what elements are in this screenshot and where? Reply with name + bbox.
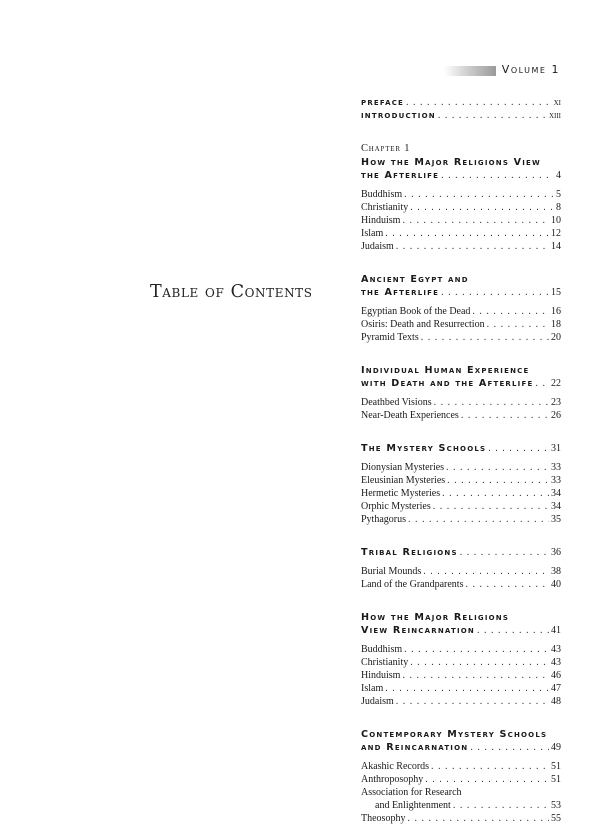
- entry-title: Buddhism: [361, 644, 403, 655]
- entry-page: 49: [551, 742, 561, 753]
- entry-page: 4: [556, 170, 561, 181]
- section-title-line: How the Major Religions: [361, 612, 510, 623]
- entry-title: Judaism: [361, 241, 394, 252]
- entry-title: preface: [361, 97, 405, 108]
- entry-page: 8: [556, 202, 561, 213]
- entry-title: Islam: [361, 683, 384, 694]
- toc-entry[interactable]: [361, 487, 561, 500]
- dot-leader: [396, 695, 549, 708]
- entry-page: xiii: [548, 110, 561, 121]
- entry-title: Hinduism: [361, 670, 401, 681]
- toc-entry[interactable]: [361, 396, 561, 409]
- dot-leader: [433, 500, 549, 513]
- chapter-title-line: How the Major Religions View: [361, 157, 541, 168]
- entry-page: 12: [551, 228, 561, 239]
- entry-title: View Reincarnation: [361, 625, 475, 636]
- toc-entry-preface[interactable]: [361, 96, 561, 109]
- section-title-line: Contemporary Mystery Schools: [361, 729, 548, 740]
- dot-leader: [385, 682, 549, 695]
- toc-entry[interactable]: [361, 578, 561, 591]
- entry-title: Christianity: [361, 657, 409, 668]
- dot-leader: [385, 227, 549, 240]
- dot-leader: [402, 669, 549, 682]
- entry-page: 15: [551, 287, 561, 298]
- entry-title: Burial Mounds: [361, 566, 422, 577]
- dot-leader: [406, 96, 552, 109]
- dot-leader: [431, 760, 549, 773]
- toc-entry[interactable]: [361, 305, 561, 318]
- entry-page: 43: [551, 644, 561, 655]
- entry-title: the Afterlife: [361, 170, 440, 181]
- entry-title: Egyptian Book of the Dead: [361, 306, 471, 317]
- entry-title: Pyramid Texts: [361, 332, 419, 343]
- toc-entry[interactable]: [361, 812, 561, 825]
- dot-leader: [488, 442, 549, 455]
- dot-leader: [438, 109, 547, 122]
- dot-leader: [472, 305, 549, 318]
- entry-title: Christianity: [361, 202, 409, 213]
- toc-entry[interactable]: [361, 240, 561, 253]
- toc-entry[interactable]: [361, 669, 561, 682]
- entry-title: Pythagorus: [361, 514, 406, 525]
- entry-title: Anthroposophy: [361, 774, 424, 785]
- entry-page: 51: [551, 761, 561, 772]
- entry-page: 20: [551, 332, 561, 343]
- dot-leader: [446, 461, 549, 474]
- entry-page: 14: [551, 241, 561, 252]
- entry-title: Eleusinian Mysteries: [361, 475, 446, 486]
- entry-title: Land of the Grandparents: [361, 579, 464, 590]
- toc-entry-introduction[interactable]: [361, 109, 561, 122]
- entry-title: Tribal Religions: [361, 547, 458, 558]
- entry-title: Judaism: [361, 696, 394, 707]
- entry-title: Buddhism: [361, 189, 403, 200]
- entry-page: 22: [551, 378, 561, 389]
- entry-page: 18: [551, 319, 561, 330]
- toc-section-human-experience[interactable]: [361, 377, 561, 390]
- entry-title: Hinduism: [361, 215, 401, 226]
- toc-section-contemporary-mystery[interactable]: [361, 741, 561, 754]
- entry-page: 35: [551, 514, 561, 525]
- toc-entry[interactable]: [361, 318, 561, 331]
- dot-leader: [465, 578, 549, 591]
- entry-page: 34: [551, 488, 561, 499]
- toc-entry[interactable]: [361, 201, 561, 214]
- toc-entry[interactable]: [361, 682, 561, 695]
- dot-leader: [441, 286, 549, 299]
- entry-title: the Afterlife: [361, 287, 440, 298]
- dot-leader: [425, 773, 549, 786]
- dot-leader: [402, 214, 549, 227]
- entry-page: 10: [551, 215, 561, 226]
- dot-leader: [407, 812, 549, 825]
- toc-entry[interactable]: [361, 513, 561, 526]
- entry-page: 26: [551, 410, 561, 421]
- toc-entry[interactable]: [361, 474, 561, 487]
- toc-entry[interactable]: [361, 227, 561, 240]
- entry-page: 31: [551, 443, 561, 454]
- dot-leader: [470, 741, 549, 754]
- entry-page: 48: [551, 696, 561, 707]
- entry-page: 53: [551, 800, 561, 811]
- toc-entry[interactable]: [361, 760, 561, 773]
- dot-leader: [447, 474, 549, 487]
- dot-leader: [421, 331, 549, 344]
- dot-leader: [442, 487, 549, 500]
- dot-leader: [404, 188, 554, 201]
- entry-page: 41: [551, 625, 561, 636]
- entry-page: 40: [551, 579, 561, 590]
- toc-entry[interactable]: [361, 409, 561, 422]
- entry-title: with Death and the Afterlife: [361, 378, 534, 389]
- toc-section-tribal-religions[interactable]: [361, 546, 561, 559]
- dot-leader: [396, 240, 549, 253]
- dot-leader: [461, 409, 549, 422]
- entry-page: 55: [551, 813, 561, 824]
- entry-page: 36: [551, 547, 561, 558]
- toc-section-reincarnation[interactable]: [361, 624, 561, 637]
- entry-title: Theosophy: [361, 813, 406, 824]
- entry-page: 43: [551, 657, 561, 668]
- toc-entry[interactable]: [361, 461, 561, 474]
- section-title-line: Individual Human Experience: [361, 365, 530, 376]
- entry-title: Deathbed Visions: [361, 397, 432, 408]
- toc-entry[interactable]: [361, 799, 561, 812]
- toc-entry[interactable]: [361, 773, 561, 786]
- entry-title: Osiris: Death and Resurrection: [361, 319, 485, 330]
- toc-entry-chapter-1[interactable]: [361, 169, 561, 182]
- entry-page: 5: [556, 189, 561, 200]
- dot-leader: [477, 624, 549, 637]
- entry-page: 51: [551, 774, 561, 785]
- toc-section-mystery-schools[interactable]: [361, 442, 561, 455]
- volume-header-band: [444, 66, 496, 76]
- entry-page: 34: [551, 501, 561, 512]
- dot-leader: [535, 377, 549, 390]
- toc-entry[interactable]: [361, 695, 561, 708]
- dot-leader: [487, 318, 549, 331]
- entry-page: 46: [551, 670, 561, 681]
- toc-section-ancient-egypt[interactable]: [361, 286, 561, 299]
- entry-title: The Mystery Schools: [361, 443, 487, 454]
- toc-entry[interactable]: [361, 656, 561, 669]
- entry-title: Akashic Records: [361, 761, 430, 772]
- toc-entry[interactable]: [361, 500, 561, 513]
- dot-leader: [410, 201, 554, 214]
- entry-title: introduction: [361, 110, 436, 121]
- toc-entry[interactable]: [361, 331, 561, 344]
- entry-page: 23: [551, 397, 561, 408]
- entry-title: and Enlightenment: [375, 800, 451, 811]
- entry-page: 38: [551, 566, 561, 577]
- entry-page: 33: [551, 475, 561, 486]
- dot-leader: [460, 546, 549, 559]
- toc-entry[interactable]: [361, 643, 561, 656]
- entry-title: Dionysian Mysteries: [361, 462, 445, 473]
- entry-page: 16: [551, 306, 561, 317]
- dot-leader: [404, 643, 549, 656]
- entry-title: and Reincarnation: [361, 742, 469, 753]
- entry-title: Hermetic Mysteries: [361, 488, 441, 499]
- entry-page: 47: [551, 683, 561, 694]
- dot-leader: [453, 799, 549, 812]
- entry-page: xi: [553, 97, 561, 108]
- section-title-line: Ancient Egypt and: [361, 274, 469, 285]
- entry-title: Islam: [361, 228, 384, 239]
- page-title: Table of Contents: [150, 282, 313, 302]
- dot-leader: [441, 169, 554, 182]
- toc-entry[interactable]: [361, 214, 561, 227]
- toc-entry[interactable]: [361, 188, 561, 201]
- chapter-number: Chapter 1: [361, 143, 411, 154]
- entry-page: 33: [551, 462, 561, 473]
- entry-title: Near-Death Experiences: [361, 410, 459, 421]
- entry-title: Orphic Mysteries: [361, 501, 431, 512]
- dot-leader: [408, 513, 549, 526]
- table-of-contents: [361, 96, 561, 825]
- toc-entry-line: Association for Research: [361, 787, 462, 798]
- dot-leader: [410, 656, 549, 669]
- toc-entry[interactable]: [361, 565, 561, 578]
- volume-label: Volume 1: [501, 63, 560, 76]
- dot-leader: [423, 565, 549, 578]
- dot-leader: [434, 396, 549, 409]
